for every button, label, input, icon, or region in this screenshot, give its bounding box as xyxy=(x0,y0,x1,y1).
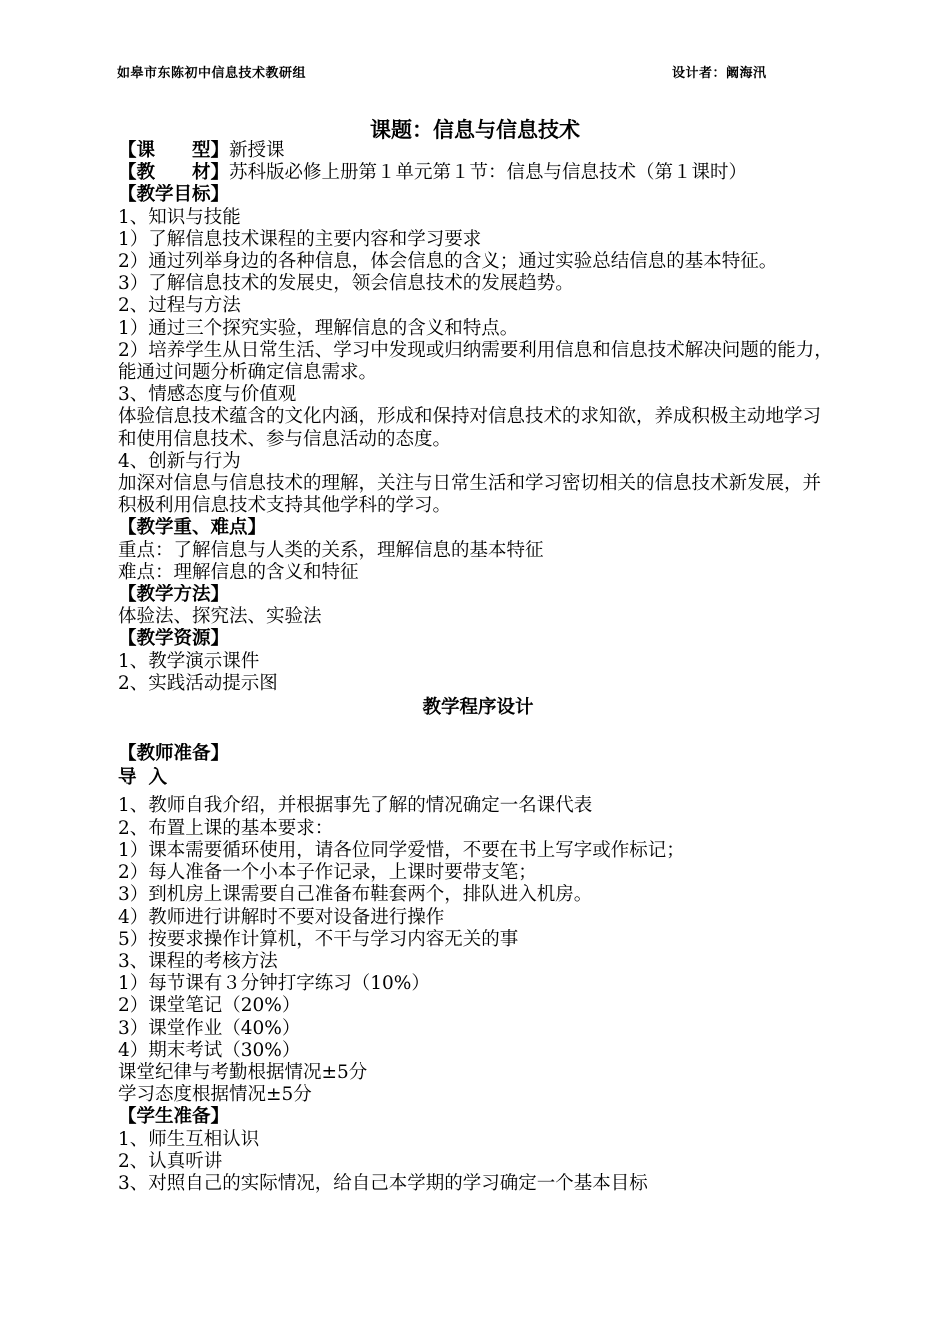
resources-heading: 【教学资源】 xyxy=(118,628,230,650)
objective-innovation-1: 加深对信息与信息技术的理解，关注与日常生活和学习密切相关的信息技术新发展，并积极利用信息技术支持其他学科的学习。 xyxy=(118,473,822,517)
procedure-title: 教学程序设计 xyxy=(422,697,534,719)
key-point: 重点：了解信息与人类的关系，理解信息的基本特征 xyxy=(118,539,544,561)
requirement-5: 5）按要求操作计算机，不干与学习内容无关的事 xyxy=(118,928,519,950)
teacher-prep-heading: 【教师准备】 xyxy=(118,743,230,765)
methods-text: 体验法、探究法、实验法 xyxy=(118,606,322,628)
resource-1: 1、教学演示课件 xyxy=(118,650,260,672)
teacher-step-1: 1、教师自我介绍，并根据事先了解的情况确定一名课代表 xyxy=(118,795,593,817)
course-type-line xyxy=(118,140,838,162)
material-value: 苏科版必修上册第１单元第１节：信息与信息技术（第１课时） xyxy=(229,162,748,184)
objective-knowledge: 1、知识与技能 xyxy=(118,206,241,228)
header-designer: 设计者：阚海汛 xyxy=(672,66,767,81)
requirement-1: 1）课本需要循环使用，请各位同学爱惜，不要在书上写字或作标记； xyxy=(118,839,685,861)
assessment-2: 2）课堂笔记（20%） xyxy=(118,995,301,1017)
objective-knowledge-3: 3）了解信息技术的发展史，领会信息技术的发展趋势。 xyxy=(118,273,574,295)
course-type-value: 新授课 xyxy=(229,140,285,161)
material-line xyxy=(118,162,838,184)
objective-process-1: 1）通过三个探究实验，理解信息的含义和特点。 xyxy=(118,317,519,339)
requirement-3: 3）到机房上课需要自己准备布鞋套两个，排队进入机房。 xyxy=(118,884,593,906)
assessment-3: 3）课堂作业（40%） xyxy=(118,1017,301,1039)
objective-knowledge-2: 2）通过列举身边的各种信息，体会信息的含义；通过实验总结信息的基本特征。 xyxy=(118,251,778,273)
objective-attitude-1: 体验信息技术蕴含的文化内涵，形成和保持对信息技术的求知欲，养成积极主动地学习和使用信息技术、参与信息活动的态度。 xyxy=(118,406,822,450)
teacher-step-2: 2、布置上课的基本要求： xyxy=(118,817,334,839)
material-label: 【教 材】 xyxy=(118,162,230,184)
header-school: 如皋市东陈初中信息技术教研组 xyxy=(117,66,307,81)
objectives-heading: 【教学目标】 xyxy=(118,184,230,206)
student-step-2: 2、认真听讲 xyxy=(118,1150,223,1172)
objective-innovation: 4、创新与行为 xyxy=(118,450,241,472)
objective-attitude: 3、情感态度与价值观 xyxy=(118,384,297,406)
course-type-label: 【课 型】 xyxy=(118,140,230,161)
difficult-point: 难点：理解信息的含义和特征 xyxy=(118,561,359,583)
requirement-2: 2）每人准备一个小本子作记录，上课时要带支笔； xyxy=(118,862,537,884)
assessment-discipline: 课堂纪律与考勤根据情况±5分 xyxy=(118,1061,368,1083)
assessment-4: 4）期末考试（30%） xyxy=(118,1039,301,1061)
teacher-step-3: 3、课程的考核方法 xyxy=(118,950,278,972)
objective-process: 2、过程与方法 xyxy=(118,295,241,317)
objective-process-2: 2）培养学生从日常生活、学习中发现或归纳需要利用信息和信息技术解决问题的能力，能通过问题分析确定信息需求。 xyxy=(118,339,833,384)
document-body xyxy=(118,140,838,1195)
student-step-3: 3、对照自己的实际情况，给自己本学期的学习确定一个基本目标 xyxy=(118,1172,648,1194)
methods-heading: 【教学方法】 xyxy=(118,584,230,606)
student-step-1: 1、师生互相认识 xyxy=(118,1128,260,1150)
assessment-1: 1）每节课有３分钟打字练习（10%） xyxy=(118,973,430,995)
key-points-heading: 【教学重、难点】 xyxy=(118,517,267,539)
lesson-title: 课题：信息与信息技术 xyxy=(370,118,580,142)
requirement-4: 4）教师进行讲解时不要对设备进行操作 xyxy=(118,906,445,928)
objective-knowledge-1: 1）了解信息技术课程的主要内容和学习要求 xyxy=(118,228,482,250)
assessment-attitude: 学习态度根据情况±5分 xyxy=(118,1084,312,1106)
intro-heading: 导入 xyxy=(118,767,180,789)
resource-2: 2、实践活动提示图 xyxy=(118,672,278,694)
student-prep-heading: 【学生准备】 xyxy=(118,1106,230,1128)
